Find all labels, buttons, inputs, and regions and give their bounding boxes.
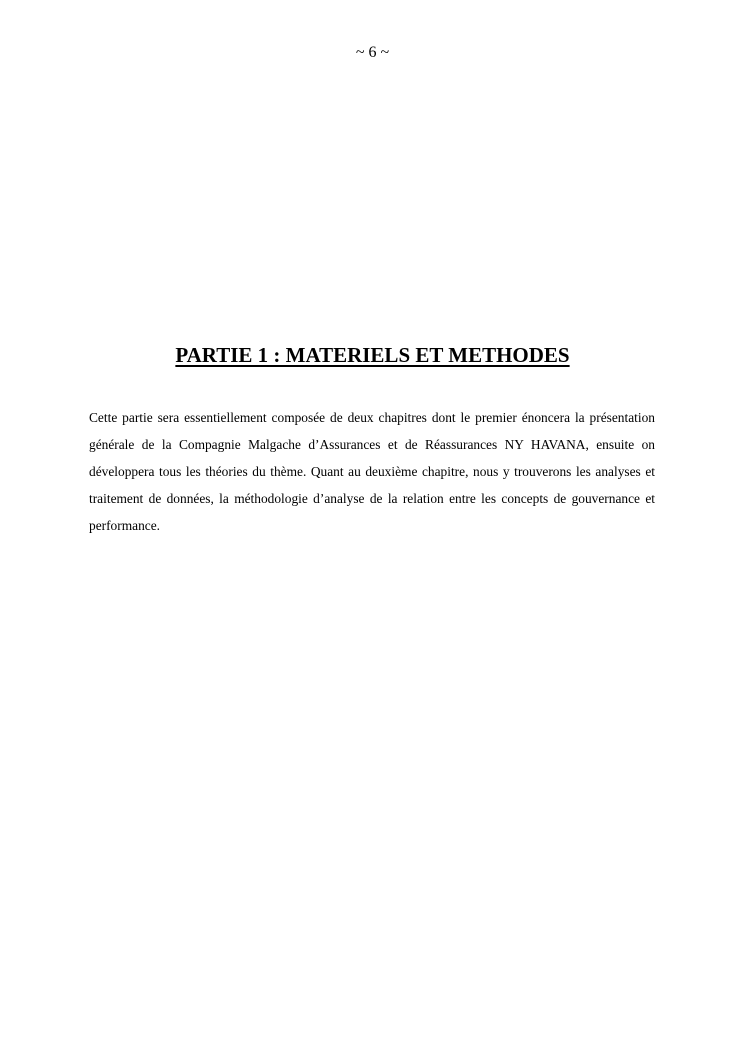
page-number: ~ 6 ~ — [355, 44, 390, 61]
part-intro-paragraph: Cette partie sera essentiellement composée de deux chapitres dont le premier énoncera la présentation générale de la Compagnie Malgache d’Assurances et de Réassurances NY HAVANA, ensuite on développera tous les théories du thème. Quant au deuxième chapitre, nous y trouverons les analyses et traitement de données, la méthodologie d’analyse de la relation entre les concepts de gouvernance et performance. — [89, 410, 655, 533]
part-title: PARTIE 1 : MATERIELS ET METHODES — [175, 343, 570, 367]
